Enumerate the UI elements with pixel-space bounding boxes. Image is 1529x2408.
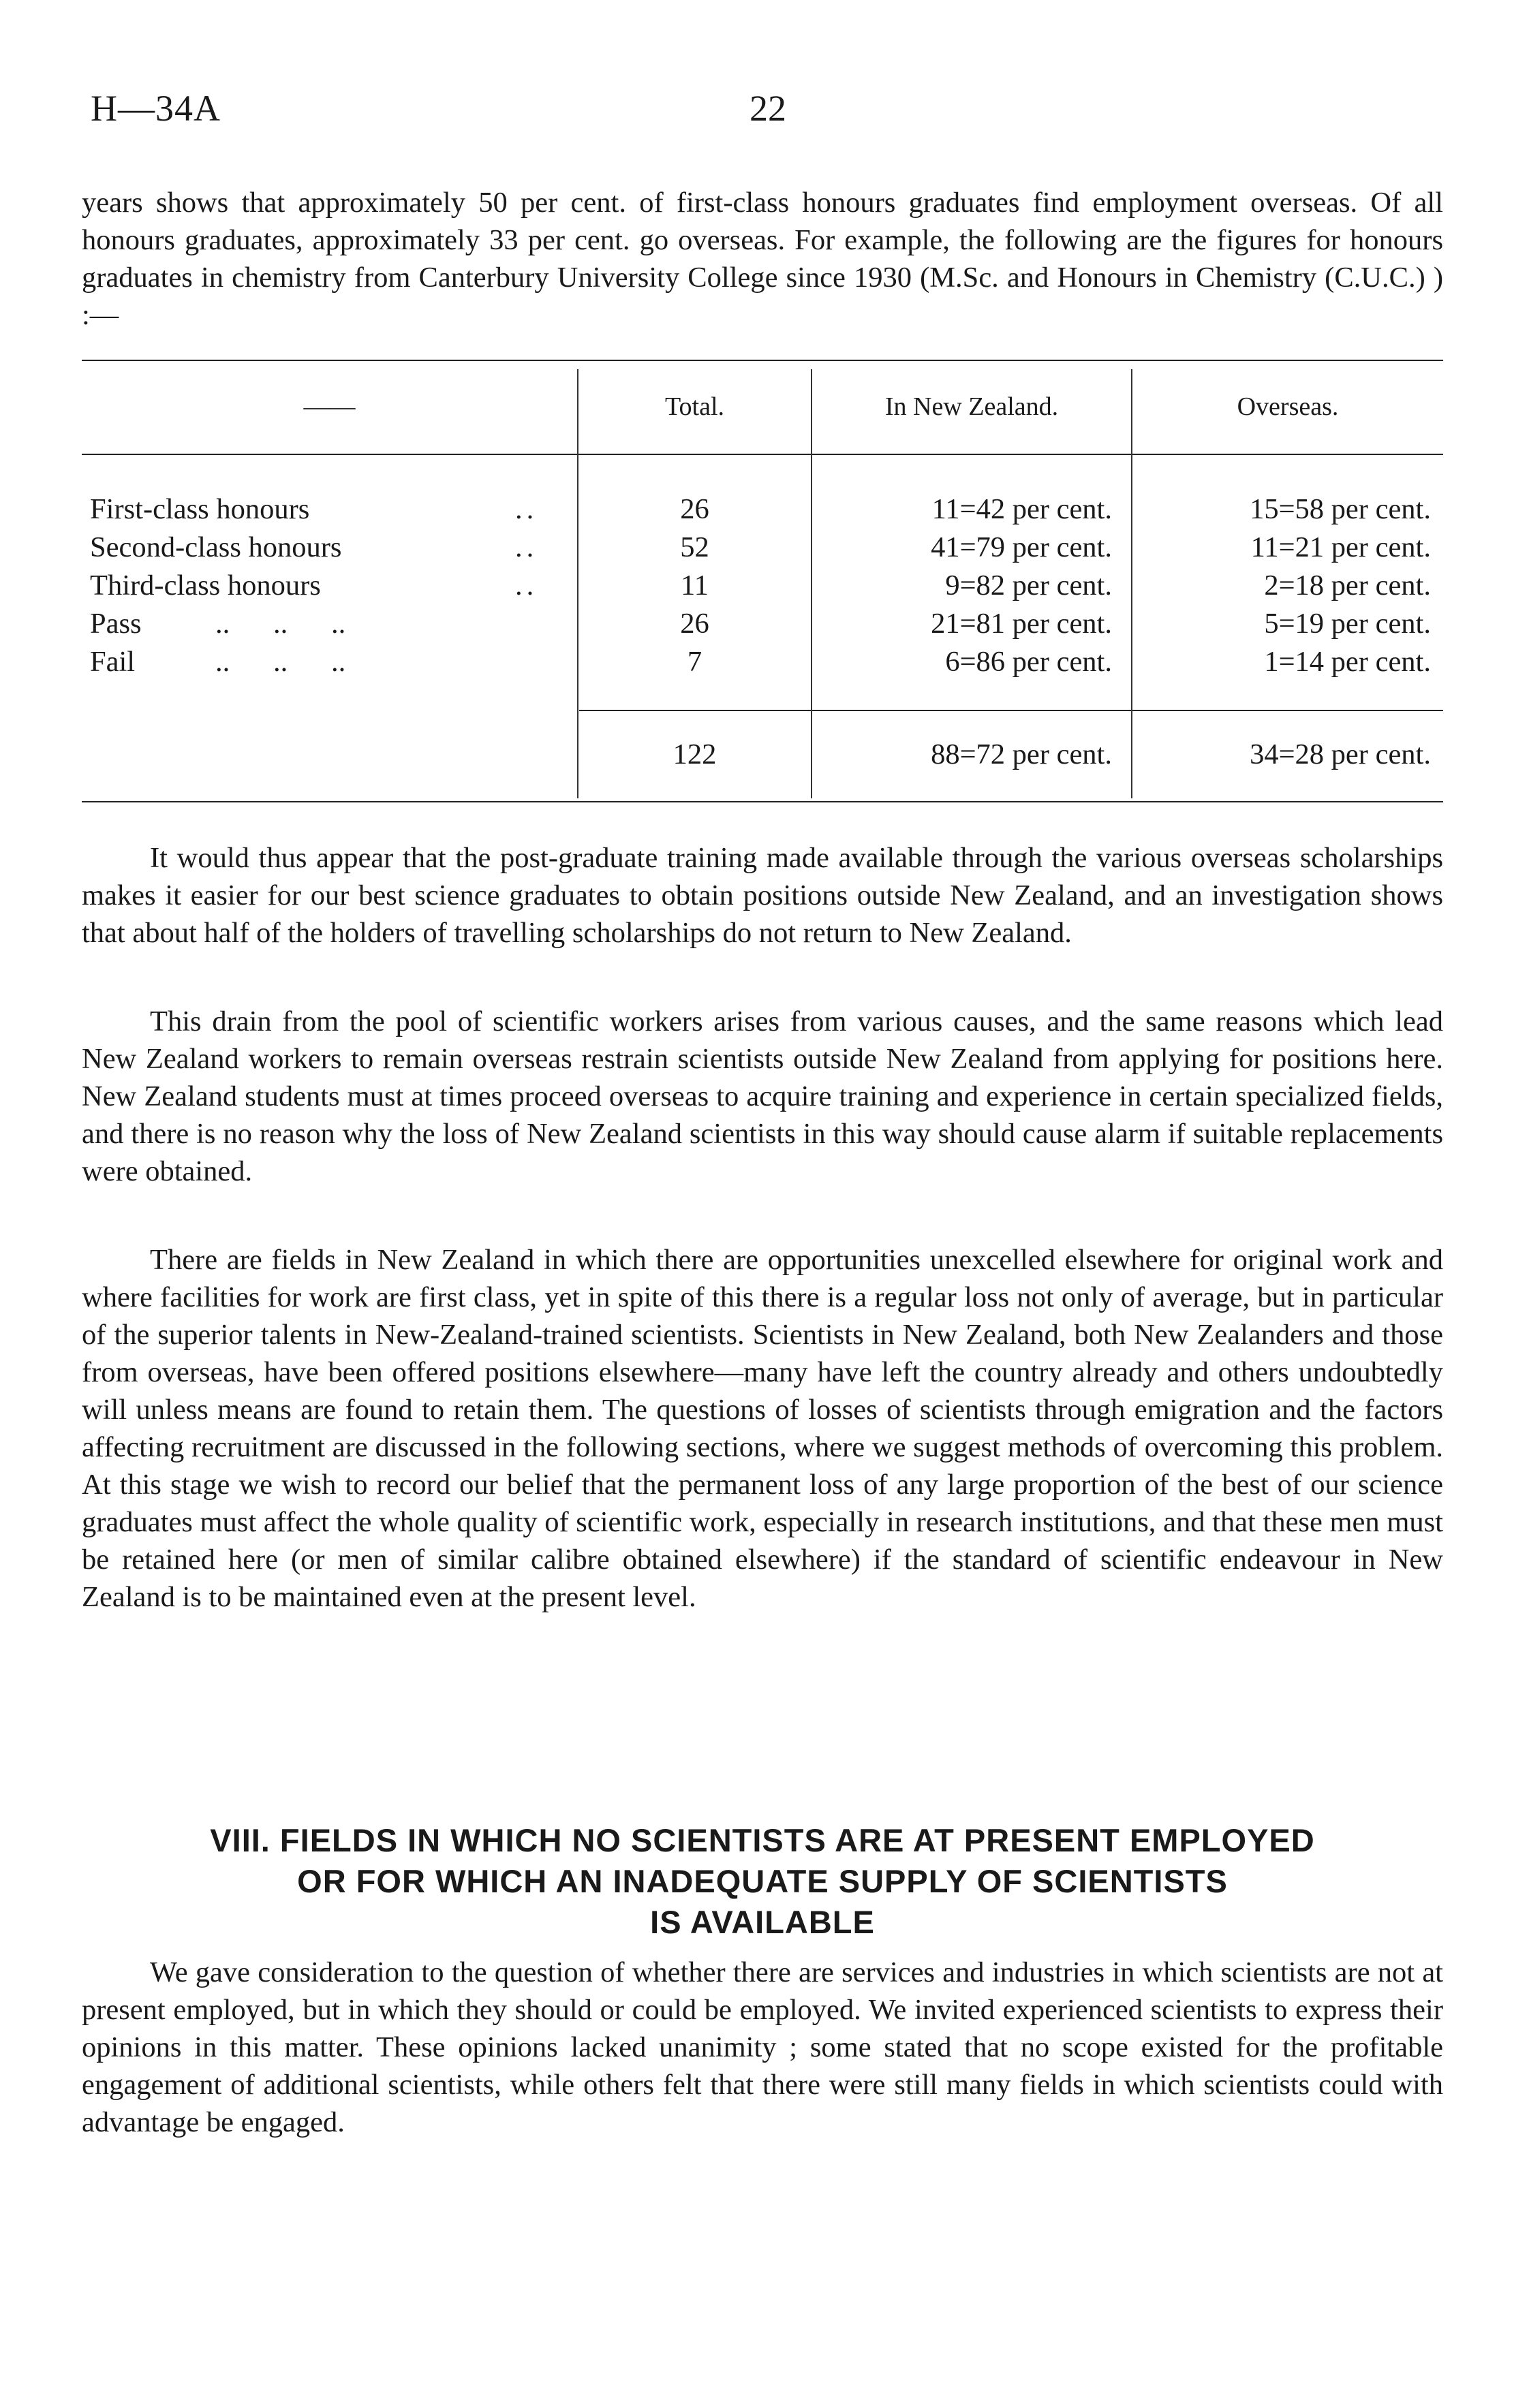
row-total: 26 [680, 493, 709, 525]
honours-graduates-table [82, 354, 1443, 804]
row-total: 7 [687, 646, 702, 678]
section-heading-line-1: VIII. FIELDS IN WHICH NO SCIENTISTS ARE AT PRESENT EMPLOYED [210, 1822, 1315, 1858]
table-totals-rule [579, 710, 1443, 711]
row-overseas: 1=14 per cent. [1264, 646, 1431, 678]
row-leader-dots: .. [515, 569, 538, 601]
totals-total: 122 [673, 738, 717, 770]
row-in-new-zealand: 9=82 per cent. [945, 569, 1112, 601]
row-label: First-class honours [90, 493, 310, 525]
intro-paragraph: years shows that approximately 50 per cent. of first-class honours graduates find employment overseas. Of all honours graduates, approximately 33 per cent. go overseas. For example, the following are the figures for honours graduates in chemistry from Canterbury University College since 1930 (M.Sc. and Honours in Chemistry (C.U.C.) ) :— [82, 187, 1443, 331]
row-in-new-zealand: 6=86 per cent. [945, 646, 1112, 678]
row-overseas: 5=19 per cent. [1264, 608, 1431, 640]
row-total: 11 [681, 569, 709, 601]
row-total: 26 [680, 608, 709, 640]
section-paragraph: We gave consideration to the question of whether there are services and industries in which scientists are not at present employed, but in which they should or could be employed. We invited experienced scientists to express their opinions in this matter. These opinions lacked unanimity ; some stated that no scope existed for the profitable engagement of additional scientists, while others felt that there were still many fields in which scientists could with advantage be engaged. [82, 1956, 1443, 2138]
row-leader-dots: .. [515, 531, 538, 563]
body-paragraph-3: There are fields in New Zealand in which there are opportunities unexcelled elsewhere for original work and where facilities for work are first class, yet in spite of this there is a regular loss not only of average, but in particular of the superior talents in New-Zealand-trained scientists. Scientists in New Zealand, both New Zealanders and those from overseas, have been offered positions elsewhere—many have left the country already and others undoubtedly will unless means are found to retain them. The questions of losses of scientists through emigration and the factors affecting recruitment are discussed in the following sections, where we suggest methods of overcoming this problem. At this stage we wish to record our belief that the permanent loss of any large proportion of the best of our science graduates must affect the whole quality of scientific work, especially in research institutions, and that these men must be retained here (or men of similar calibre obtained elsewhere) if the standard of scientific endeavour in New Zealand is to be maintained even at the present level. [82, 1244, 1443, 1613]
body-paragraph-2: This drain from the pool of scientific workers arises from various causes, and the same reasons which lead New Zealand workers to remain overseas restrain scientists outside New Zealand from applying for positions here. New Zealand students must at times proceed overseas to acquire training and experience in certain specialized fields, and there is no reason why the loss of New Zealand scientists in this way should cause alarm if suitable replacements were obtained. [82, 1005, 1443, 1187]
table-bottom-rule [82, 801, 1443, 802]
page-number: 22 [750, 88, 786, 129]
row-label: Fail [90, 646, 136, 678]
header-in-new-zealand: In New Zealand. [884, 392, 1059, 421]
row-leader-dots: .. .. .. [215, 646, 346, 678]
row-overseas: 11=21 per cent. [1250, 531, 1431, 563]
body-paragraph-1: It would thus appear that the post-graduate training made available through the various overseas scholarships makes it easier for our best science graduates to obtain positions outside New Zealand, and an investigation shows that about half of the holders of travelling scholarships do not return to New Zealand. [82, 842, 1443, 949]
row-total: 52 [680, 531, 709, 563]
row-leader-dots: .. [515, 493, 538, 525]
table-header-rule [82, 454, 1443, 455]
document-code: H—34A [91, 88, 221, 129]
table-top-rule [82, 360, 1443, 361]
row-in-new-zealand: 21=81 per cent. [931, 608, 1112, 640]
totals-in-new-zealand: 88=72 per cent. [931, 738, 1112, 770]
header-label: —— [303, 392, 356, 421]
row-label: Third-class honours [90, 569, 321, 601]
row-label: Second-class honours [90, 531, 342, 563]
header-total: Total. [664, 392, 725, 421]
row-label: Pass [90, 608, 142, 640]
section-heading-line-3: IS AVAILABLE [650, 1904, 875, 1940]
row-leader-dots: .. .. .. [215, 608, 346, 640]
totals-overseas: 34=28 per cent. [1250, 738, 1431, 770]
row-in-new-zealand: 41=79 per cent. [931, 531, 1112, 563]
header-overseas: Overseas. [1237, 392, 1339, 421]
row-in-new-zealand: 11=42 per cent. [931, 493, 1112, 525]
row-overseas: 2=18 per cent. [1264, 569, 1431, 601]
section-heading-line-2: OR FOR WHICH AN INADEQUATE SUPPLY OF SCIENTISTS [297, 1863, 1228, 1899]
row-overseas: 15=58 per cent. [1250, 493, 1431, 525]
